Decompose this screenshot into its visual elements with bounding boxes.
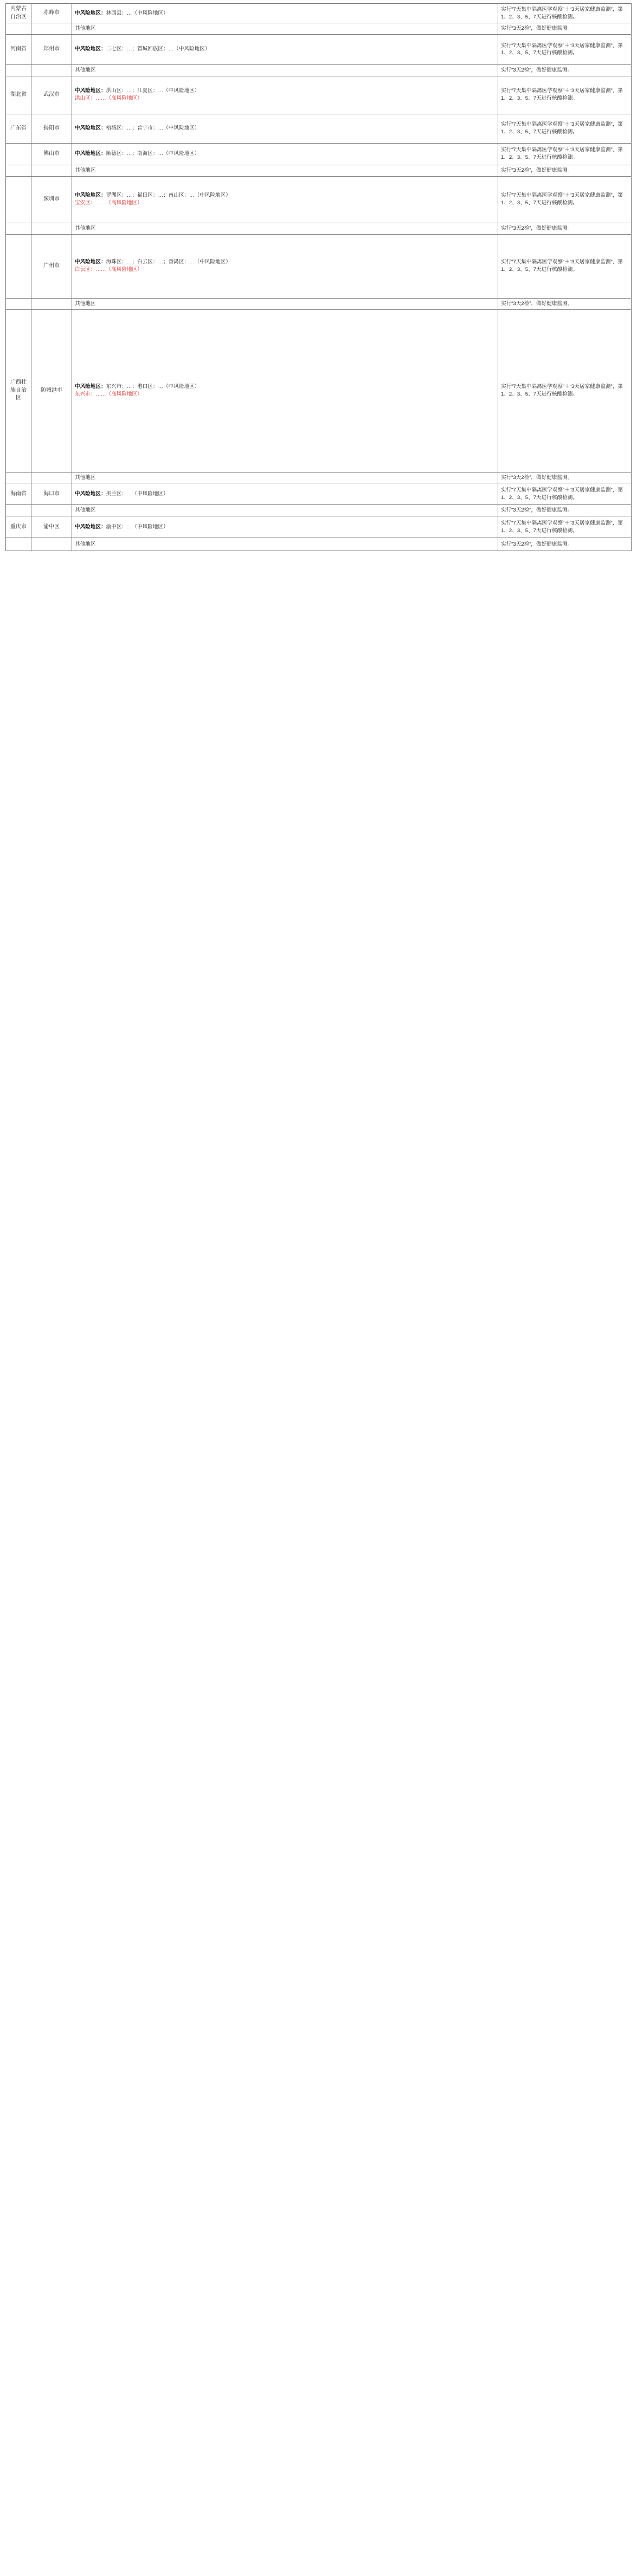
medium-risk-label: 中风险地区： [75,88,106,94]
area-cell [72,143,498,165]
area-cell [72,516,498,538]
risk-area-table [5,3,632,551]
medium-risk-areas: 林西县：…（中风险地区） [106,10,169,16]
policy-cell: 实行“7天集中隔离医学观察”＋“3天居家健康监测”，第1、2、3、5、7天进行核酸检测。 [498,34,632,64]
policy-cell: 实行“3天2检”，做好健康监测。 [498,298,632,309]
area-cell: 其他地区 [72,23,498,35]
city-cell [31,64,72,76]
medium-risk-label: 中风险地区： [75,192,106,199]
city-cell: 渝中区 [31,516,72,538]
province-cell [6,505,31,516]
city-cell [31,472,72,483]
city-cell: 深圳市 [31,176,72,223]
policy-cell: 实行“7天集中隔离医学观察”＋“3天居家健康监测”，第1、2、3、5、7天进行核酸检测。 [498,234,632,298]
area-cell: 其他地区 [72,223,498,234]
policy-cell: 实行“7天集中隔离医学观察”＋“3天居家健康监测”，第1、2、3、5、7天进行核酸检测。 [498,309,632,472]
table-row [6,76,632,114]
province-cell: 海南省 [6,483,31,505]
area-cell: 其他地区 [72,298,498,309]
policy-cell: 实行“3天2检”，做好健康监测。 [498,223,632,234]
medium-risk-areas: 二七区：…；管城回族区：…（中风险地区） [106,46,210,53]
province-cell [6,472,31,483]
city-cell: 揭阳市 [31,114,72,143]
province-cell: 河南省 [6,34,31,64]
city-cell: 广州市 [31,234,72,298]
area-cell: 其他地区 [72,64,498,76]
area-cell [72,76,498,114]
city-cell [31,538,72,551]
city-cell: 海口市 [31,483,72,505]
city-cell: 武汉市 [31,76,72,114]
medium-risk-label: 中风险地区： [75,259,106,266]
table-row [6,4,632,23]
province-cell: 重庆市 [6,516,31,538]
table-row [6,23,632,35]
table-row [6,516,632,538]
table-row [6,143,632,165]
area-cell [72,309,498,472]
high-risk-areas: 宝安区：……（高风险地区） [75,200,143,206]
policy-cell: 实行“3天2检”，做好健康监测。 [498,472,632,483]
city-cell [31,165,72,176]
table-row [6,298,632,309]
area-cell [72,234,498,298]
high-risk-areas: 东兴市：……（高风险地区） [75,391,143,398]
policy-cell: 实行“7天集中隔离医学观察”＋“3天居家健康监测”，第1、2、3、5、7天进行核酸检测。 [498,176,632,223]
province-cell [6,176,31,223]
medium-risk-areas: 罗湖区：…；福田区：…；南山区：…（中风险地区） [106,192,231,199]
table-row [6,309,632,472]
table-row [6,64,632,76]
city-cell [31,505,72,516]
policy-cell: 实行“3天2检”，做好健康监测。 [498,165,632,176]
city-cell [31,223,72,234]
city-cell: 赤峰市 [31,4,72,23]
medium-risk-areas: 洪山区：…；江夏区：…（中风险地区） [106,88,200,94]
province-cell: 湖北省 [6,76,31,114]
medium-risk-label: 中风险地区： [75,46,106,53]
area-cell [72,483,498,505]
table-row [6,538,632,551]
medium-risk-areas: 渝中区：…（中风险地区） [106,523,169,530]
province-cell [6,298,31,309]
policy-cell: 实行“3天2检”，做好健康监测。 [498,538,632,551]
policy-cell: 实行“7天集中隔离医学观察”＋“3天居家健康监测”，第1、2、3、5、7天进行核酸检测。 [498,4,632,23]
medium-risk-label: 中风险地区： [75,151,106,157]
table-row [6,223,632,234]
medium-risk-label: 中风险地区： [75,384,106,390]
city-cell [31,23,72,35]
area-cell [72,4,498,23]
province-cell [6,234,31,298]
city-cell: 佛山市 [31,143,72,165]
high-risk-areas: 洪山区：……（高风险地区） [75,95,143,102]
area-cell: 其他地区 [72,165,498,176]
province-cell [6,538,31,551]
city-cell: 防城港市 [31,309,72,472]
medium-risk-label: 中风险地区： [75,523,106,530]
table-row [6,176,632,223]
medium-risk-label: 中风险地区： [75,490,106,497]
medium-risk-areas: 美兰区：…（中风险地区） [106,490,169,497]
table-row [6,165,632,176]
medium-risk-areas: 榕城区：…；普宁市：…（中风险地区） [106,125,200,132]
area-cell: 其他地区 [72,472,498,483]
high-risk-areas: 白云区：……（高风险地区） [75,267,143,273]
policy-cell: 实行“7天集中隔离医学观察”＋“3天居家健康监测”，第1、2、3、5、7天进行核酸检测。 [498,114,632,143]
policy-cell: 实行“3天2检”，做好健康监测。 [498,64,632,76]
table-row [6,234,632,298]
medium-risk-areas: 东兴市：…；港口区：…（中风险地区） [106,384,200,390]
medium-risk-label: 中风险地区： [75,125,106,132]
table-row [6,114,632,143]
area-cell [72,114,498,143]
policy-cell: 实行“7天集中隔离医学观察”＋“3天居家健康监测”，第1、2、3、5、7天进行核酸检测。 [498,483,632,505]
province-cell: 广西壮族自治区 [6,309,31,472]
medium-risk-label: 中风险地区： [75,10,106,16]
area-cell [72,176,498,223]
province-cell [6,143,31,165]
policy-cell: 实行“7天集中隔离医学观察”＋“3天居家健康监测”，第1、2、3、5、7天进行核酸检测。 [498,143,632,165]
medium-risk-areas: 顺德区：…；南海区：…（中风险地区） [106,151,200,157]
risk-area-table-body [6,4,632,551]
medium-risk-areas: 海珠区：…；白云区：…；番禺区：…（中风险地区） [106,259,231,266]
table-row [6,483,632,505]
province-cell: 广东省 [6,114,31,143]
table-row [6,472,632,483]
city-cell [31,298,72,309]
area-cell: 其他地区 [72,538,498,551]
table-row [6,505,632,516]
policy-cell: 实行“3天2检”，做好健康监测。 [498,505,632,516]
policy-cell: 实行“7天集中隔离医学观察”＋“3天居家健康监测”，第1、2、3、5、7天进行核酸检测。 [498,516,632,538]
province-cell [6,223,31,234]
policy-cell: 实行“3天2检”，做好健康监测。 [498,23,632,35]
province-cell [6,165,31,176]
province-cell: 内蒙古自治区 [6,4,31,23]
city-cell: 郑州市 [31,34,72,64]
area-cell: 其他地区 [72,505,498,516]
area-cell [72,34,498,64]
province-cell [6,23,31,35]
table-row [6,34,632,64]
province-cell [6,64,31,76]
policy-cell: 实行“7天集中隔离医学观察”＋“3天居家健康监测”，第1、2、3、5、7天进行核酸检测。 [498,76,632,114]
